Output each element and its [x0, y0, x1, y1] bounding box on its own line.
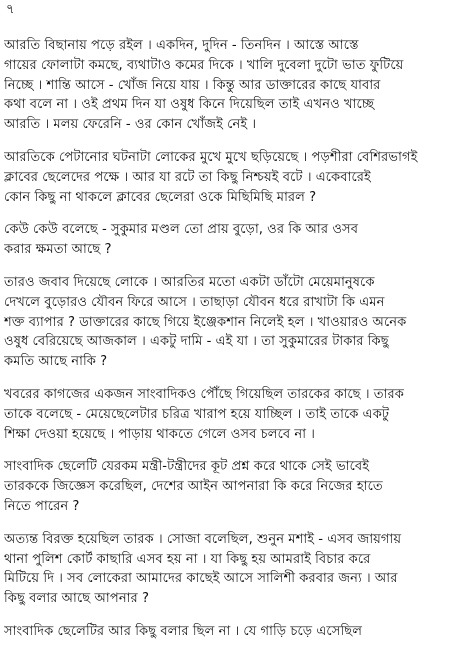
text-line: শক্ত ব্যাপার ? ডাক্তারের কাছে গিয়ে ইঞ্জেকশান নিলেই হল । খাওয়ারও অনেক [4, 314, 407, 330]
text-line: আরতি । মলয় ফেরেনি - ওর কোন খোঁজই নেই । [4, 117, 257, 133]
paragraph [4, 530, 456, 609]
text-line: খবরের কাগজের একজন সাংবাদিকও পৌঁছে গিয়েছিল তারকের কাছে । তারক [4, 386, 404, 402]
text-line: কেউ কেউ বলেছে - সুকুমার মণ্ডল তো প্রায় বুড়ো, ওর কি আর ওসব [4, 222, 359, 238]
text-line: নিতে পারেন ? [4, 498, 80, 514]
text-line: আরতি বিছানায় পড়ে রইল । একদিন, দুদিন - তিনদিন । আস্তে আস্তে [4, 38, 359, 53]
paragraph [4, 457, 456, 516]
text-line: শিক্ষা দেওয়া হয়েছে । পাড়ায় থাকতে গেলে ওসব চলবে না । [4, 426, 316, 442]
page-number: ৭ [6, 2, 15, 17]
paragraph [4, 622, 456, 642]
text-line: তাকে বলেছে - মেয়েছেলেটার চরিত্র খারাপ হয়ে যাচ্ছিল । তাই তাকে একটু [4, 406, 390, 422]
text-line: গায়ের ফোলাটা কমছে, ব্যথাটাও কমের দিকে । খালি দুবেলা দুটো ভাত ফুটিয়ে [4, 57, 404, 73]
text-line: অত্যন্ত বিরক্ত হয়েছিল তারক । সোজা বলেছিল, শুনুন মশাই - এসব জায়গায় [4, 531, 402, 547]
paragraph [4, 385, 456, 444]
paragraph [4, 220, 456, 260]
text-line: কথা বলে না । ওই প্রথম দিন যা ওষুধ কিনে দিয়েছিল তাই এখনও খাচ্ছে [4, 97, 375, 113]
text-line: কোন কিছু না থাকলে ক্লাবের ছেলেরা ওকে মিছিমিছি মারল ? [4, 189, 317, 205]
story-text [4, 36, 456, 655]
paragraph [4, 36, 456, 135]
text-line: সাংবাদিক ছেলেটির আর কিছু বলার ছিল না । যে গাড়ি চড়ে এসেছিল [4, 623, 363, 639]
text-line: সাংবাদিক ছেলেটি যেরকম মন্ত্রী-টন্ত্রীদের কূট প্রশ্ন করে থাকে সেই ভাবেই [4, 459, 370, 475]
text-line: ক্লাবের ছেলেদের পক্ষে । আর যা রটে তা কিছু নিশ্চয়ই বটে । একেবারেই [4, 169, 371, 185]
paragraph [4, 148, 456, 207]
text-line: তারও জবাব দিয়েছে লোকে । আরতির মতো একটা ডাঁটো মেয়েমানুষকে [4, 274, 375, 290]
text-line: কিছু বলার আছে আপনার ? [4, 591, 149, 607]
text-line: আরতিকে পেটানোর ঘটনাটা লোকের মুখে মুখে ছড়িয়েছে । পড়শীরা বেশিরভাগই [4, 149, 418, 165]
paragraph [4, 273, 456, 372]
text-line: করার ক্ষমতা আছে ? [4, 242, 112, 258]
text-line: ওষুধ বেরিয়েছে আজকাল । একটু দামি - এই যা । তা সুকুমারের টাকার কিছু [4, 334, 389, 350]
text-line: নিচ্ছে । শান্তি আসে - খোঁজ নিয়ে যায় । কিন্তু আর ডাক্তারের কাছে যাবার [4, 77, 381, 93]
text-line: তারককে জিজ্ঞেস করেছিল, দেশের আইন আপনারা কি করে নিজের হাতে [4, 479, 383, 495]
text-line: মিটিয়ে দি । সব লোকেরা আমাদের কাছেই আসে সালিশী করবার জন্য । আর [4, 571, 398, 587]
text-line: থানা পুলিশ কোর্ট কাছারি এসব হয় না । যা কিছু হয় আমরাই বিচার করে [4, 551, 371, 567]
text-line: কমতি আছে নাকি ? [4, 354, 108, 370]
text-line: দেখলে বুড়োরও যৌবন ফিরে আসে । তাছাড়া যৌবন ধরে রাখাটা কি এমন [4, 294, 385, 310]
